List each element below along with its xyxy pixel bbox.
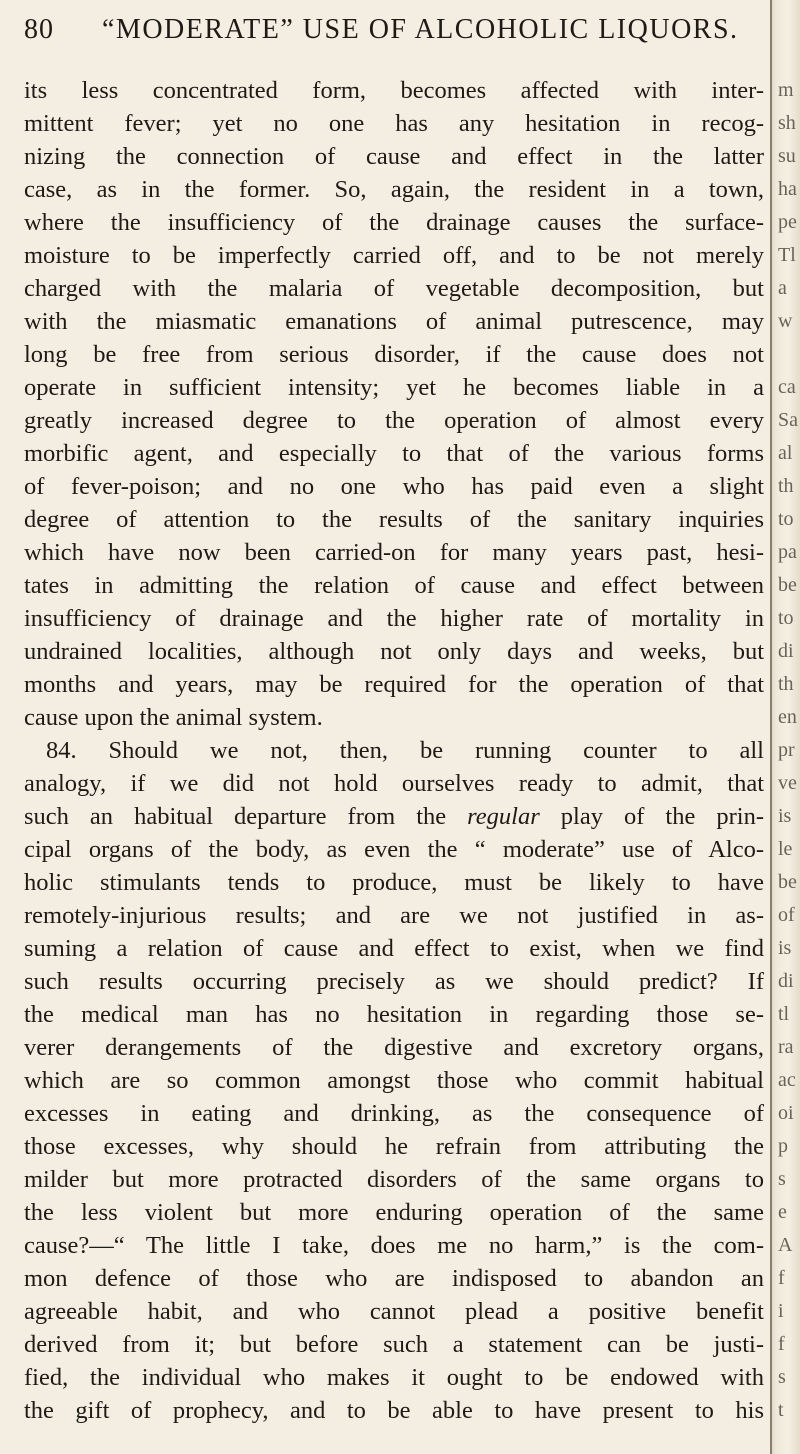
page-header [24, 14, 764, 54]
text-line: such results occurring precisely as we should predict? If [24, 968, 764, 995]
text-line: nizing the connection of cause and effect in the latter [24, 143, 764, 170]
facing-page-fragment: ca [778, 376, 796, 398]
text-line: operate in sufficient intensity; yet he becomes liable in a [24, 374, 764, 401]
facing-page-fragment: A [778, 1234, 793, 1256]
text-line: verer derangements of the digestive and excretory organs, [24, 1034, 764, 1061]
text-line: cause?—“ The little I take, does me no harm,” is the com- [24, 1232, 764, 1259]
facing-page-fragment: Tl [778, 244, 796, 266]
facing-page-fragment [778, 338, 800, 371]
facing-page-fragment: f [778, 1267, 785, 1289]
text-line: milder but more protracted disorders of the same organs to [24, 1166, 764, 1193]
facing-page-fragment: s [778, 1366, 786, 1388]
facing-page-fragment: th [778, 673, 794, 695]
running-head: “MODERATE” USE OF ALCOHOLIC LIQUORS. [102, 14, 739, 45]
facing-page-fragment: pr [778, 739, 795, 761]
text-line: which have now been carried-on for many years past, hesi- [24, 539, 764, 566]
facing-page-fragment: s [778, 1168, 786, 1190]
facing-page-fragment: f [778, 1333, 785, 1355]
facing-page-fragment: t [778, 1399, 784, 1421]
text-line: long be free from serious disorder, if the cause does not [24, 341, 764, 368]
facing-page-fragment: di [778, 640, 794, 662]
text-line: those excesses, why should he refrain from attributing the [24, 1133, 764, 1160]
facing-page-fragment: al [778, 442, 793, 464]
text-line: insufficiency of drainage and the higher rate of mortality in [24, 605, 764, 632]
text-line: the medical man has no hesitation in regarding those se- [24, 1001, 764, 1028]
text-line: which are so common amongst those who commit habitual [24, 1067, 764, 1094]
emphasis-word: regular [467, 803, 540, 830]
facing-page-fragment: w [778, 310, 793, 332]
text-line: analogy, if we did not hold ourselves ready to admit, that [24, 770, 764, 797]
page-edge-divider [770, 0, 772, 1454]
facing-page-fragment: oi [778, 1102, 794, 1124]
facing-page-text [778, 74, 800, 1427]
text-line: where the insufficiency of the drainage causes the surface- [24, 209, 764, 236]
text-line: moisture to be imperfectly carried off, and to be not merely [24, 242, 764, 269]
facing-page-fragment: m [778, 79, 794, 101]
text-line: its less concentrated form, becomes affected with inter- [24, 77, 764, 104]
text-line: morbific agent, and especially to that of the various forms [24, 440, 764, 467]
text-line: such an habitual departure from the regular play of the prin- [24, 803, 764, 830]
text-line: mon defence of those who are indisposed to abandon an [24, 1265, 764, 1292]
paragraph-end-line: cause upon the animal system. [24, 704, 323, 731]
facing-page-fragment: be [778, 871, 797, 893]
text-line: tates in admitting the relation of cause and effect between [24, 572, 764, 599]
text-line: greatly increased degree to the operation of almost every [24, 407, 764, 434]
facing-page-fragment: th [778, 475, 794, 497]
facing-page-fragment: of [778, 904, 795, 926]
facing-page-fragment: ra [778, 1036, 794, 1058]
text-line: the less violent but more enduring operation of the same [24, 1199, 764, 1226]
facing-page-fragment: is [778, 937, 792, 959]
facing-page-fragment: is [778, 805, 792, 827]
text-line: of fever-poison; and no one who has paid even a slight [24, 473, 764, 500]
facing-page-fragment: p [778, 1135, 788, 1157]
facing-page-fragment: le [778, 838, 793, 860]
facing-page-fragment: pe [778, 211, 797, 233]
text-line: with the miasmatic emanations of animal putrescence, may [24, 308, 764, 335]
facing-page-fragment: en [778, 706, 797, 728]
text-line: charged with the malaria of vegetable decomposition, but [24, 275, 764, 302]
text-line: agreeable habit, and who cannot plead a positive benefit [24, 1298, 764, 1325]
facing-page-fragment: di [778, 970, 794, 992]
paragraph-start-line: 84. Should we not, then, be running counter to all [46, 737, 764, 764]
facing-page-fragment: ve [778, 772, 797, 794]
page-number: 80 [24, 14, 54, 45]
text-line: excesses in eating and drinking, as the consequence of [24, 1100, 764, 1127]
text-line: remotely-injurious results; and are we not justified in as- [24, 902, 764, 929]
text-line: mittent fever; yet no one has any hesitation in recog- [24, 110, 764, 137]
text-line: the gift of prophecy, and to be able to have present to his [24, 1397, 764, 1424]
text-line: holic stimulants tends to produce, must be likely to have [24, 869, 764, 896]
text-line: cipal organs of the body, as even the “ moderate” use of Alco- [24, 836, 764, 863]
facing-page-fragment: to [778, 508, 794, 530]
facing-page-fragment: e [778, 1201, 787, 1223]
facing-page-fragment: sh [778, 112, 796, 134]
text-line: undrained localities, although not only days and weeks, but [24, 638, 764, 665]
facing-page-fragment: be [778, 574, 797, 596]
text-line: case, as in the former. So, again, the resident in a town, [24, 176, 764, 203]
facing-page-fragment: ac [778, 1069, 796, 1091]
text-line: fied, the individual who makes it ought to be endowed with [24, 1364, 764, 1391]
facing-page-fragment: pa [778, 541, 797, 563]
facing-page-fragment: a [778, 277, 787, 299]
text-line: degree of attention to the results of the sanitary inquiries [24, 506, 764, 533]
facing-page-fragment: Sa [778, 409, 798, 431]
facing-page-fragment: tl [778, 1003, 790, 1025]
text-line: months and years, may be required for the operation of that [24, 671, 764, 698]
book-gutter [770, 0, 800, 1454]
text-line: suming a relation of cause and effect to exist, when we find [24, 935, 764, 962]
facing-page-fragment: ha [778, 178, 797, 200]
text-line: derived from it; but before such a statement can be justi- [24, 1331, 764, 1358]
facing-page-fragment: su [778, 145, 796, 167]
facing-page-fragment: to [778, 607, 794, 629]
body-text [24, 74, 764, 1427]
facing-page-fragment: i [778, 1300, 784, 1322]
